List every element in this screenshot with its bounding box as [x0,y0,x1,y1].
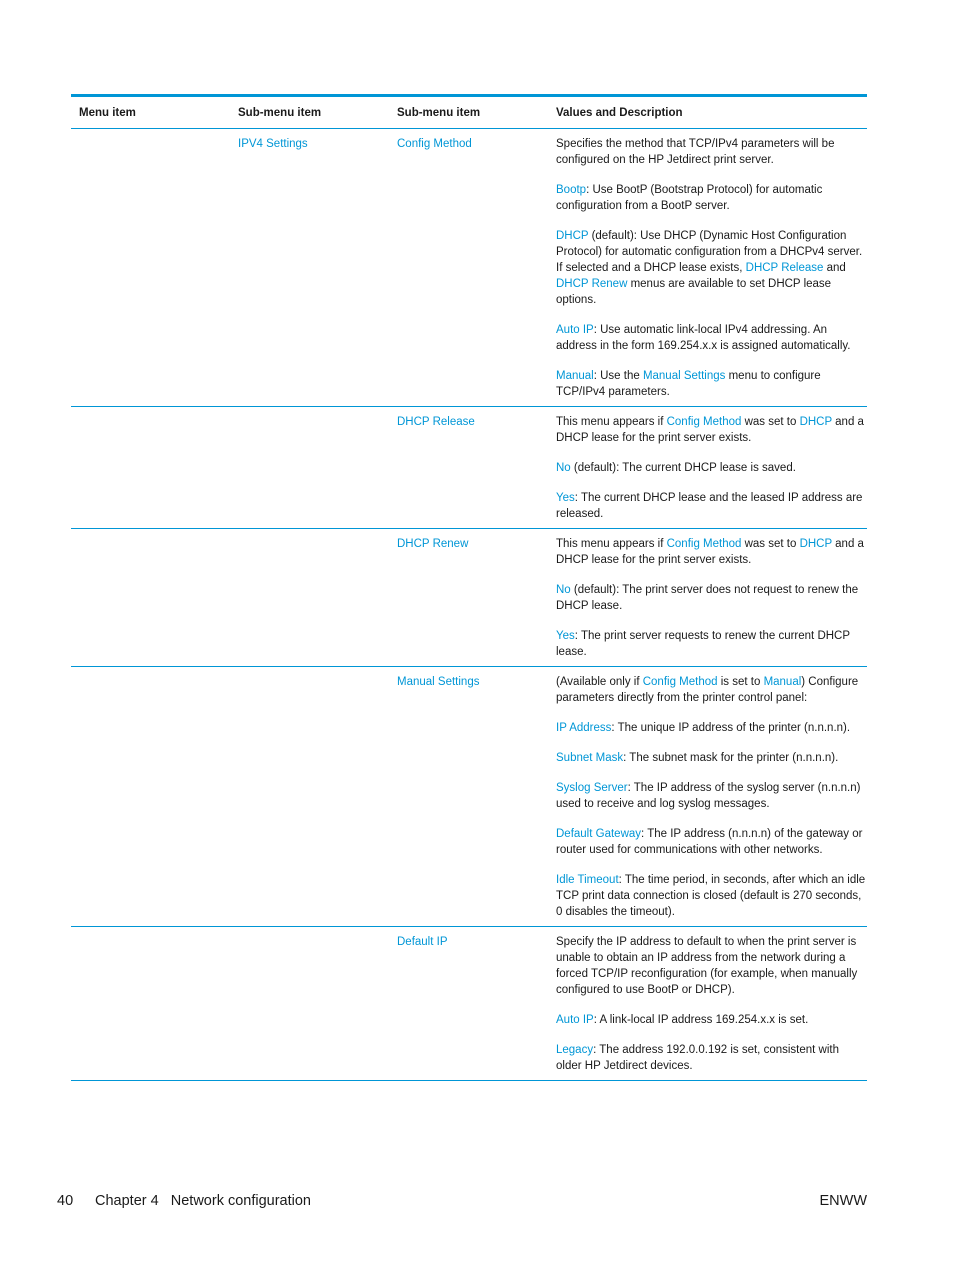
option-default-gateway[interactable]: Default Gateway [556,828,642,840]
description-text: DHCP (default): Use DHCP (Dynamic Host Configuration Protocol) for automatic configuration from a DHCPv4 server. If selected and a DHCP lease exists, DHCP Release and DHCP Renew menus are available to set DHCP lease options. [556,230,863,306]
sub-menu-default-ip[interactable]: Default IP [397,936,448,948]
description-text: Subnet Mask: The subnet mask for the printer (n.n.n.n). [556,752,839,764]
description-text: This menu appears if Config Method was set to DHCP and a DHCP lease for the print server exists. [556,416,864,444]
page-footer [57,1193,867,1209]
table-row [71,927,867,1081]
description-cell [548,136,867,400]
sub-menu-cell [230,536,389,660]
link-manual-settings[interactable]: Manual Settings [642,370,726,382]
page-number: 40 [57,1193,74,1209]
link-dhcp[interactable]: DHCP [799,416,832,428]
link-dhcp-renew[interactable]: DHCP Renew [556,278,628,290]
link-config-method[interactable]: Config Method [642,676,718,688]
description-text: Default Gateway: The IP address (n.n.n.n) of the gateway or router used for communications with other networks. [556,828,863,856]
option-auto-ip[interactable]: Auto IP [556,1014,594,1026]
settings-table [71,94,867,1081]
description-text: Yes: The print server requests to renew the current DHCP lease. [556,630,850,658]
description-text: No (default): The current DHCP lease is saved. [556,462,796,474]
table-row [71,129,867,407]
option-ip-address[interactable]: IP Address [556,722,612,734]
description-cell [548,536,867,660]
menu-item-cell [71,414,230,522]
sub-menu-manual-settings[interactable]: Manual Settings [397,676,480,688]
table-row [71,529,867,667]
link-manual[interactable]: Manual [763,676,802,688]
description-text: Yes: The current DHCP lease and the leased IP address are released. [556,492,863,520]
option-auto-ip[interactable]: Auto IP [556,324,594,336]
description-text: Manual: Use the Manual Settings menu to configure TCP/IPv4 parameters. [556,370,821,398]
table-row [71,667,867,927]
description-text: IP Address: The unique IP address of the printer (n.n.n.n). [556,722,851,734]
description-cell [548,934,867,1074]
option-legacy[interactable]: Legacy [556,1044,594,1056]
sub-menu-cell [230,674,389,920]
option-syslog-server[interactable]: Syslog Server [556,782,628,794]
description-cell [548,674,867,920]
option-yes[interactable]: Yes [556,630,575,642]
description-text: (Available only if Config Method is set to Manual) Configure parameters directly from the printer control panel: [556,676,859,704]
chapter-title: Chapter 4 Network configuration [95,1193,311,1209]
sub-menu-config-method[interactable]: Config Method [397,138,472,150]
header-sub-menu-item-1: Sub-menu item [238,106,322,119]
sub-menu-cell [230,414,389,522]
description-text: No (default): The print server does not request to renew the DHCP lease. [556,584,859,612]
description-text: Specify the IP address to default to when the print server is unable to obtain an IP address from the network during a forced TCP/IP reconfiguration (for example, when manually configured to use BootP or DHCP). [556,936,858,996]
sub-menu-dhcp-renew[interactable]: DHCP Renew [397,538,469,550]
description-text: Legacy: The address 192.0.0.192 is set, consistent with older HP Jetdirect devices. [556,1044,839,1072]
header-sub-menu-item-2: Sub-menu item [397,106,481,119]
locale-code: ENWW [819,1193,867,1209]
option-bootp[interactable]: Bootp [556,184,587,196]
table-header [71,97,867,129]
option-idle-timeout[interactable]: Idle Timeout [556,874,619,886]
option-no[interactable]: No [556,462,571,474]
menu-item-cell [71,934,230,1074]
link-config-method[interactable]: Config Method [666,416,742,428]
header-menu-item: Menu item [79,106,136,119]
link-config-method[interactable]: Config Method [666,538,742,550]
description-text: Specifies the method that TCP/IPv4 parameters will be configured on the HP Jetdirect print server. [556,138,835,166]
header-values: Values and Description [556,106,683,119]
description-cell [548,414,867,522]
sub-menu-ipv4-settings[interactable]: IPV4 Settings [238,138,308,150]
option-no[interactable]: No [556,584,571,596]
menu-item-cell [71,674,230,920]
option-yes[interactable]: Yes [556,492,575,504]
description-text: Bootp: Use BootP (Bootstrap Protocol) for automatic configuration from a BootP server. [556,184,823,212]
description-text: Auto IP: Use automatic link-local IPv4 addressing. An address in the form 169.254.x.x is assigned automatically. [556,324,851,352]
menu-item-cell [71,536,230,660]
table-row [71,407,867,529]
description-text: Syslog Server: The IP address of the syslog server (n.n.n.n) used to receive and log syslog messages. [556,782,861,810]
description-text: This menu appears if Config Method was set to DHCP and a DHCP lease for the print server exists. [556,538,864,566]
sub-menu-cell [230,934,389,1074]
option-manual[interactable]: Manual [556,370,594,382]
sub-menu-dhcp-release[interactable]: DHCP Release [397,416,475,428]
link-dhcp-release[interactable]: DHCP Release [745,262,824,274]
link-dhcp[interactable]: DHCP [799,538,832,550]
option-dhcp[interactable]: DHCP [556,230,589,242]
description-text: Auto IP: A link-local IP address 169.254.x.x is set. [556,1014,809,1026]
description-text: Idle Timeout: The time period, in seconds, after which an idle TCP print data connection is closed (default is 270 seconds, 0 disables the timeout). [556,874,866,918]
option-subnet-mask[interactable]: Subnet Mask [556,752,624,764]
menu-item-cell [71,136,230,400]
